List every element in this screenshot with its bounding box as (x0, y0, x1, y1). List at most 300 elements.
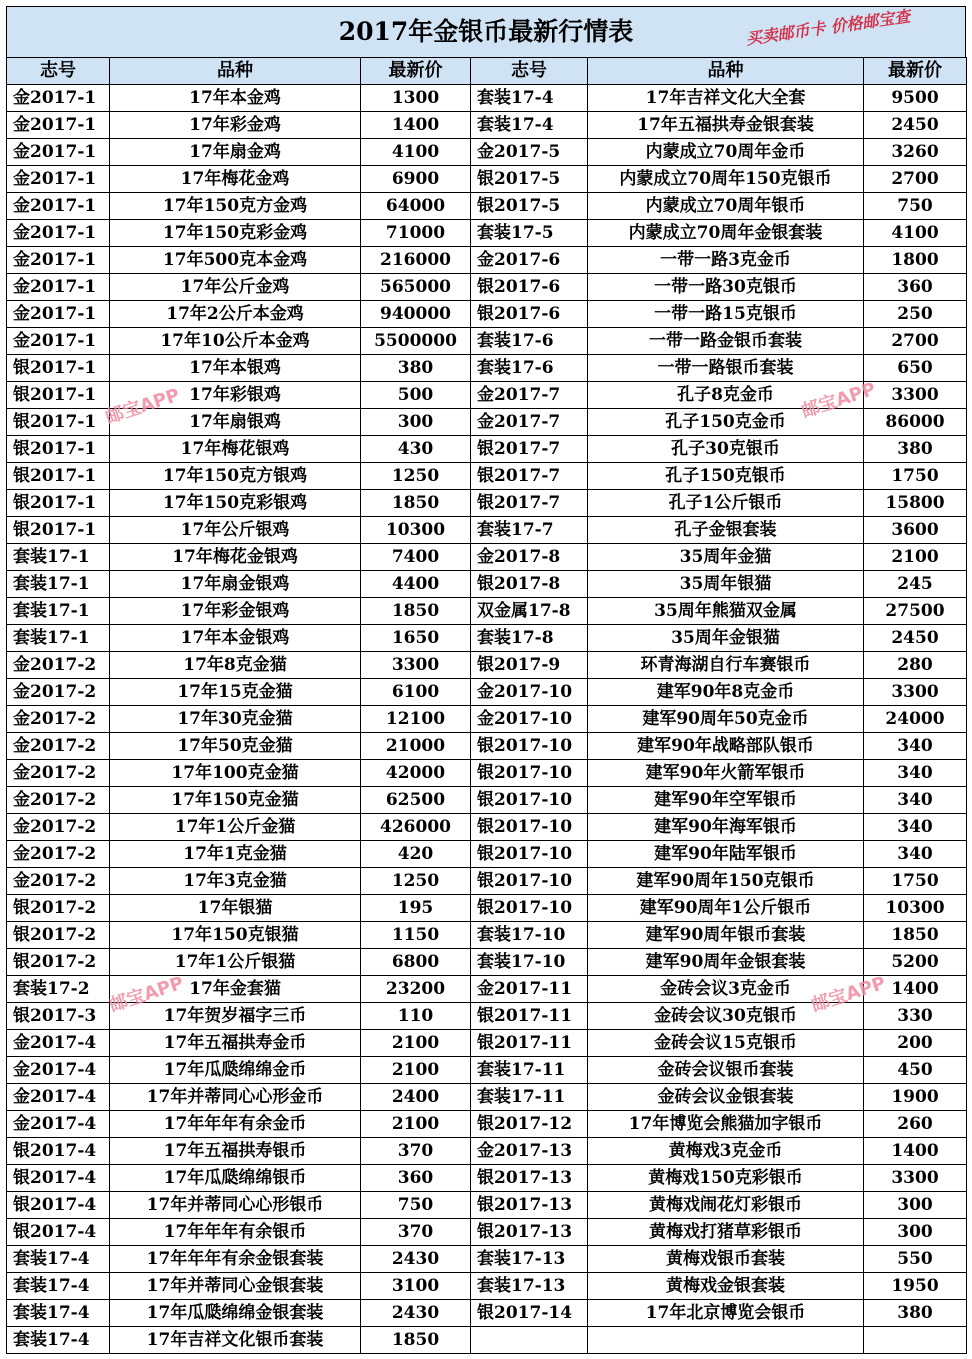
cell-variety: 17年扇金鸡 (110, 139, 361, 166)
cell-variety: 17年本银鸡 (110, 355, 361, 382)
table-row (7, 787, 967, 814)
cell-price: 500 (361, 382, 471, 409)
cell-price: 750 (864, 193, 967, 220)
cell-variety: 35周年银猫 (588, 571, 864, 598)
cell-price: 1400 (864, 976, 967, 1003)
cell-price: 1750 (864, 463, 967, 490)
cell-code: 银2017-2 (7, 922, 110, 949)
cell-price: 1800 (864, 247, 967, 274)
cell-price: 200 (864, 1030, 967, 1057)
cell-code: 银2017-1 (7, 490, 110, 517)
cell-price: 300 (361, 409, 471, 436)
price-table (6, 57, 967, 1354)
cell-price: 2430 (361, 1246, 471, 1273)
cell-price: 2100 (361, 1111, 471, 1138)
cell-price: 340 (864, 841, 967, 868)
watermark: 邮宝APP (107, 972, 187, 1017)
cell-variety: 17年贺岁福字三币 (110, 1003, 361, 1030)
page-title: 2017年金银币最新行情表 (338, 17, 634, 46)
cell-variety: 17年150克彩银鸡 (110, 490, 361, 517)
cell-code: 金2017-2 (7, 760, 110, 787)
cell-code: 银2017-9 (471, 652, 588, 679)
cell-price: 426000 (361, 814, 471, 841)
cell-code: 银2017-6 (471, 301, 588, 328)
table-row (7, 517, 967, 544)
cell-price: 550 (864, 1246, 967, 1273)
cell-variety: 35周年熊猫双金属 (588, 598, 864, 625)
cell-price: 3300 (361, 652, 471, 679)
cell-price: 1850 (361, 490, 471, 517)
cell-price: 86000 (864, 409, 967, 436)
table-row (7, 1138, 967, 1165)
cell-variety: 17年本金银鸡 (110, 625, 361, 652)
header-code-left: 志号 (7, 58, 110, 85)
cell-code: 套装17-6 (471, 355, 588, 382)
promo-stamp: 买卖邮币卡 价格邮宝查 (745, 6, 912, 49)
cell-variety: 17年吉祥文化大全套 (588, 85, 864, 112)
cell-variety: 17年100克金猫 (110, 760, 361, 787)
cell-variety: 17年梅花银鸡 (110, 436, 361, 463)
cell-variety: 建军90周年银币套装 (588, 922, 864, 949)
cell-price: 1750 (864, 868, 967, 895)
cell-variety (588, 1327, 864, 1354)
cell-variety: 17年彩金银鸡 (110, 598, 361, 625)
table-row (7, 733, 967, 760)
cell-code: 金2017-2 (7, 733, 110, 760)
cell-variety: 17年年年有余金币 (110, 1111, 361, 1138)
cell-code: 银2017-10 (471, 733, 588, 760)
cell-code: 金2017-8 (471, 544, 588, 571)
cell-price: 1400 (864, 1138, 967, 1165)
table-row (7, 1084, 967, 1111)
header-price-left: 最新价 (361, 58, 471, 85)
cell-variety: 建军90年火箭军银币 (588, 760, 864, 787)
cell-code: 套装17-13 (471, 1273, 588, 1300)
cell-code: 金2017-1 (7, 328, 110, 355)
cell-code: 银2017-1 (7, 409, 110, 436)
cell-variety: 17年吉祥文化银币套装 (110, 1327, 361, 1354)
cell-price: 380 (864, 1300, 967, 1327)
cell-price: 2400 (361, 1084, 471, 1111)
cell-code: 银2017-1 (7, 463, 110, 490)
cell-variety: 内蒙成立70周年金银套装 (588, 220, 864, 247)
cell-price: 5200 (864, 949, 967, 976)
cell-variety: 17年博览会熊猫加字银币 (588, 1111, 864, 1138)
cell-price: 450 (864, 1057, 967, 1084)
cell-code: 银2017-11 (471, 1003, 588, 1030)
cell-code: 银2017-2 (7, 949, 110, 976)
cell-price: 2450 (864, 625, 967, 652)
cell-price: 940000 (361, 301, 471, 328)
cell-variety: 17年彩银鸡 (110, 382, 361, 409)
cell-variety: 金砖会议15克银币 (588, 1030, 864, 1057)
cell-code: 金2017-10 (471, 679, 588, 706)
cell-code: 套装17-4 (7, 1246, 110, 1273)
cell-price: 15800 (864, 490, 967, 517)
cell-variety: 建军90周年50克金币 (588, 706, 864, 733)
cell-variety: 17年公斤银鸡 (110, 517, 361, 544)
cell-price (864, 1327, 967, 1354)
cell-price: 64000 (361, 193, 471, 220)
cell-code: 银2017-8 (471, 571, 588, 598)
cell-code: 套装17-13 (471, 1246, 588, 1273)
cell-variety: 17年瓜瓞绵绵银币 (110, 1165, 361, 1192)
cell-code: 金2017-6 (471, 247, 588, 274)
cell-price: 340 (864, 760, 967, 787)
cell-code: 金2017-13 (471, 1138, 588, 1165)
table-row (7, 544, 967, 571)
cell-code: 金2017-7 (471, 382, 588, 409)
cell-code: 金2017-1 (7, 139, 110, 166)
cell-price: 300 (864, 1192, 967, 1219)
cell-code: 金2017-2 (7, 787, 110, 814)
cell-price: 565000 (361, 274, 471, 301)
cell-price: 6800 (361, 949, 471, 976)
cell-price: 21000 (361, 733, 471, 760)
cell-code: 金2017-1 (7, 220, 110, 247)
cell-price: 1300 (361, 85, 471, 112)
cell-price: 2450 (864, 112, 967, 139)
cell-code: 套装17-4 (471, 85, 588, 112)
watermark: 邮宝APP (799, 378, 879, 423)
cell-code: 套装17-1 (7, 544, 110, 571)
cell-variety: 17年扇金银鸡 (110, 571, 361, 598)
cell-code: 套装17-1 (7, 598, 110, 625)
cell-price: 2100 (864, 544, 967, 571)
table-row (7, 436, 967, 463)
cell-price: 12100 (361, 706, 471, 733)
cell-code: 银2017-3 (7, 1003, 110, 1030)
cell-variety: 17年公斤金鸡 (110, 274, 361, 301)
cell-code: 套装17-2 (7, 976, 110, 1003)
table-row (7, 274, 967, 301)
cell-price: 360 (864, 274, 967, 301)
cell-variety: 孔子150克金币 (588, 409, 864, 436)
cell-price: 71000 (361, 220, 471, 247)
cell-price: 1650 (361, 625, 471, 652)
header-variety-right: 品种 (588, 58, 864, 85)
cell-code: 银2017-4 (7, 1192, 110, 1219)
cell-price: 24000 (864, 706, 967, 733)
cell-variety: 环青海湖自行车赛银币 (588, 652, 864, 679)
header-variety-left: 品种 (110, 58, 361, 85)
cell-price: 340 (864, 814, 967, 841)
cell-variety: 建军90周年150克银币 (588, 868, 864, 895)
cell-code: 银2017-5 (471, 193, 588, 220)
cell-variety: 金砖会议30克银币 (588, 1003, 864, 1030)
cell-price: 1850 (361, 598, 471, 625)
cell-variety: 金砖会议银币套装 (588, 1057, 864, 1084)
cell-variety: 建军90年8克金币 (588, 679, 864, 706)
table-row (7, 301, 967, 328)
cell-variety: 内蒙成立70周年银币 (588, 193, 864, 220)
cell-code: 双金属17-8 (471, 598, 588, 625)
cell-variety: 17年150克方金鸡 (110, 193, 361, 220)
table-row (7, 625, 967, 652)
cell-code: 银2017-1 (7, 436, 110, 463)
table-row (7, 895, 967, 922)
cell-price: 5500000 (361, 328, 471, 355)
cell-price: 1850 (864, 922, 967, 949)
cell-price: 42000 (361, 760, 471, 787)
cell-code: 金2017-2 (7, 868, 110, 895)
watermark: 邮宝APP (103, 384, 183, 429)
table-row (7, 571, 967, 598)
cell-variety: 17年瓜瓞绵绵金银套装 (110, 1300, 361, 1327)
cell-price: 4100 (864, 220, 967, 247)
cell-variety: 17年150克彩金鸡 (110, 220, 361, 247)
table-row (7, 1111, 967, 1138)
cell-variety: 17年扇银鸡 (110, 409, 361, 436)
cell-code: 银2017-12 (471, 1111, 588, 1138)
table-row (7, 1030, 967, 1057)
cell-code: 套装17-4 (7, 1300, 110, 1327)
cell-variety: 17年年年有余银币 (110, 1219, 361, 1246)
cell-code: 金2017-2 (7, 679, 110, 706)
cell-price: 3300 (864, 382, 967, 409)
cell-price: 1950 (864, 1273, 967, 1300)
cell-code: 银2017-11 (471, 1030, 588, 1057)
table-row (7, 1327, 967, 1354)
cell-price: 2100 (361, 1057, 471, 1084)
cell-variety: 17年150克银猫 (110, 922, 361, 949)
cell-code (471, 1327, 588, 1354)
table-row (7, 868, 967, 895)
cell-variety: 黄梅戏闹花灯彩银币 (588, 1192, 864, 1219)
cell-code: 金2017-1 (7, 166, 110, 193)
cell-variety: 17年50克金猫 (110, 733, 361, 760)
cell-code: 套装17-8 (471, 625, 588, 652)
cell-variety: 孔子金银套装 (588, 517, 864, 544)
cell-variety: 黄梅戏金银套装 (588, 1273, 864, 1300)
cell-price: 360 (361, 1165, 471, 1192)
cell-variety: 建军90年海军银币 (588, 814, 864, 841)
cell-variety: 一带一路3克金币 (588, 247, 864, 274)
cell-variety: 17年本金鸡 (110, 85, 361, 112)
table-row (7, 220, 967, 247)
cell-code: 金2017-2 (7, 652, 110, 679)
cell-code: 套装17-4 (7, 1327, 110, 1354)
table-row (7, 193, 967, 220)
cell-code: 金2017-4 (7, 1030, 110, 1057)
cell-price: 420 (361, 841, 471, 868)
cell-price: 216000 (361, 247, 471, 274)
cell-price: 9500 (864, 85, 967, 112)
table-row (7, 1219, 967, 1246)
cell-variety: 一带一路30克银币 (588, 274, 864, 301)
cell-variety: 17年彩金鸡 (110, 112, 361, 139)
table-row (7, 1300, 967, 1327)
cell-variety: 一带一路金银币套装 (588, 328, 864, 355)
cell-price: 62500 (361, 787, 471, 814)
cell-price: 3600 (864, 517, 967, 544)
table-row (7, 922, 967, 949)
cell-variety: 17年五福拱寿金币 (110, 1030, 361, 1057)
table-row (7, 1003, 967, 1030)
cell-code: 金2017-2 (7, 814, 110, 841)
cell-code: 金2017-10 (471, 706, 588, 733)
cell-variety: 黄梅戏银币套装 (588, 1246, 864, 1273)
cell-price: 650 (864, 355, 967, 382)
cell-price: 27500 (864, 598, 967, 625)
cell-variety: 17年1克金猫 (110, 841, 361, 868)
cell-code: 银2017-13 (471, 1219, 588, 1246)
cell-price: 2100 (361, 1030, 471, 1057)
cell-variety: 建军90年空军银币 (588, 787, 864, 814)
cell-price: 1250 (361, 463, 471, 490)
table-row (7, 247, 967, 274)
cell-code: 银2017-1 (7, 517, 110, 544)
cell-variety: 建军90周年金银套装 (588, 949, 864, 976)
cell-price: 340 (864, 733, 967, 760)
cell-price: 4400 (361, 571, 471, 598)
cell-variety: 孔子8克金币 (588, 382, 864, 409)
cell-code: 银2017-7 (471, 463, 588, 490)
cell-variety: 17年金套猫 (110, 976, 361, 1003)
cell-variety: 孔子30克银币 (588, 436, 864, 463)
cell-variety: 17年梅花金鸡 (110, 166, 361, 193)
cell-code: 金2017-1 (7, 247, 110, 274)
cell-code: 金2017-2 (7, 706, 110, 733)
cell-price: 10300 (864, 895, 967, 922)
cell-variety: 内蒙成立70周年金币 (588, 139, 864, 166)
table-row (7, 328, 967, 355)
cell-code: 银2017-1 (7, 355, 110, 382)
cell-code: 银2017-10 (471, 841, 588, 868)
table-row (7, 139, 967, 166)
cell-variety: 17年并蒂同心金银套装 (110, 1273, 361, 1300)
cell-variety: 孔子1公斤银币 (588, 490, 864, 517)
cell-code: 银2017-13 (471, 1192, 588, 1219)
cell-code: 套装17-10 (471, 949, 588, 976)
table-row (7, 949, 967, 976)
cell-code: 金2017-2 (7, 841, 110, 868)
cell-price: 2700 (864, 328, 967, 355)
cell-variety: 17年五福拱寿银币 (110, 1138, 361, 1165)
table-row (7, 976, 967, 1003)
cell-variety: 内蒙成立70周年150克银币 (588, 166, 864, 193)
cell-code: 银2017-6 (471, 274, 588, 301)
cell-code: 金2017-4 (7, 1057, 110, 1084)
table-row (7, 679, 967, 706)
cell-code: 金2017-1 (7, 301, 110, 328)
cell-price: 195 (361, 895, 471, 922)
cell-price: 380 (864, 436, 967, 463)
cell-variety: 17年8克金猫 (110, 652, 361, 679)
cell-variety: 建军90年陆军银币 (588, 841, 864, 868)
cell-variety: 建军90周年1公斤银币 (588, 895, 864, 922)
cell-variety: 17年30克金猫 (110, 706, 361, 733)
cell-variety: 17年年年有余金银套装 (110, 1246, 361, 1273)
title-bar (6, 6, 966, 57)
cell-price: 3300 (864, 679, 967, 706)
cell-variety: 17年1公斤金猫 (110, 814, 361, 841)
header-row (7, 58, 967, 85)
table-row (7, 1057, 967, 1084)
cell-variety: 17年瓜瓞绵绵金币 (110, 1057, 361, 1084)
cell-variety: 孔子150克银币 (588, 463, 864, 490)
cell-code: 套装17-6 (471, 328, 588, 355)
cell-variety: 17年150克金猫 (110, 787, 361, 814)
cell-variety: 黄梅戏打猪草彩银币 (588, 1219, 864, 1246)
cell-variety: 建军90年战略部队银币 (588, 733, 864, 760)
cell-variety: 17年150克方银鸡 (110, 463, 361, 490)
cell-code: 套装17-11 (471, 1084, 588, 1111)
table-row (7, 706, 967, 733)
cell-price: 1900 (864, 1084, 967, 1111)
cell-code: 银2017-10 (471, 787, 588, 814)
cell-variety: 黄梅戏150克彩银币 (588, 1165, 864, 1192)
cell-variety: 金砖会议3克金币 (588, 976, 864, 1003)
cell-code: 银2017-10 (471, 868, 588, 895)
cell-price: 3300 (864, 1165, 967, 1192)
table-row (7, 355, 967, 382)
cell-code: 银2017-13 (471, 1165, 588, 1192)
cell-price: 300 (864, 1219, 967, 1246)
table-row (7, 1273, 967, 1300)
cell-variety: 黄梅戏3克金币 (588, 1138, 864, 1165)
cell-price: 3260 (864, 139, 967, 166)
table-row (7, 490, 967, 517)
table-row (7, 814, 967, 841)
cell-price: 380 (361, 355, 471, 382)
cell-price: 6100 (361, 679, 471, 706)
cell-code: 银2017-4 (7, 1219, 110, 1246)
cell-price: 260 (864, 1111, 967, 1138)
cell-variety: 金砖会议金银套装 (588, 1084, 864, 1111)
cell-code: 银2017-2 (7, 895, 110, 922)
cell-code: 金2017-1 (7, 274, 110, 301)
cell-code: 套装17-1 (7, 571, 110, 598)
cell-variety: 17年银猫 (110, 895, 361, 922)
cell-code: 银2017-10 (471, 814, 588, 841)
table-row (7, 1165, 967, 1192)
cell-variety: 17年15克金猫 (110, 679, 361, 706)
cell-variety: 17年3克金猫 (110, 868, 361, 895)
cell-variety: 17年梅花金银鸡 (110, 544, 361, 571)
cell-code: 银2017-7 (471, 490, 588, 517)
cell-code: 金2017-4 (7, 1111, 110, 1138)
cell-variety: 17年并蒂同心心形金币 (110, 1084, 361, 1111)
cell-price: 1250 (361, 868, 471, 895)
table-row (7, 166, 967, 193)
cell-variety: 35周年金猫 (588, 544, 864, 571)
cell-price: 1850 (361, 1327, 471, 1354)
header-price-right: 最新价 (864, 58, 967, 85)
table-row (7, 409, 967, 436)
table-row (7, 841, 967, 868)
table-row (7, 85, 967, 112)
table-row (7, 1246, 967, 1273)
cell-price: 1150 (361, 922, 471, 949)
cell-code: 金2017-1 (7, 193, 110, 220)
cell-code: 套装17-5 (471, 220, 588, 247)
cell-price: 330 (864, 1003, 967, 1030)
table-row (7, 112, 967, 139)
cell-price: 245 (864, 571, 967, 598)
cell-code: 金2017-11 (471, 976, 588, 1003)
cell-price: 250 (864, 301, 967, 328)
cell-price: 370 (361, 1219, 471, 1246)
cell-variety: 一带一路15克银币 (588, 301, 864, 328)
cell-code: 套装17-11 (471, 1057, 588, 1084)
cell-price: 2430 (361, 1300, 471, 1327)
cell-code: 银2017-4 (7, 1138, 110, 1165)
table-row (7, 463, 967, 490)
cell-code: 金2017-1 (7, 85, 110, 112)
cell-variety: 17年五福拱寿金银套装 (588, 112, 864, 139)
header-code-right: 志号 (471, 58, 588, 85)
